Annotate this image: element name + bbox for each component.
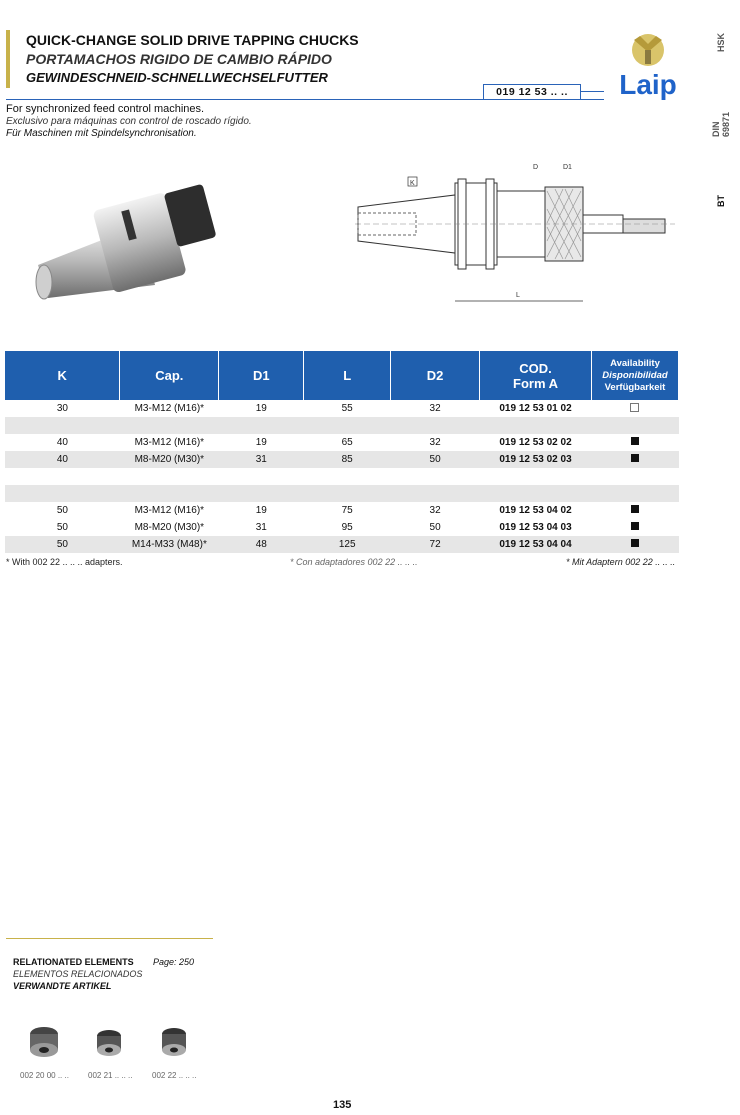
svg-text:D1: D1 (563, 164, 572, 171)
side-tab-din: DIN 69871 (711, 111, 731, 137)
availability-filled-icon (631, 539, 639, 547)
product-code-box: 019 12 53 .. .. (483, 84, 581, 100)
svg-text:L: L (516, 292, 520, 299)
table-row: 40 M3-M12 (M16)* 19 65 32 019 12 53 02 02 (5, 434, 679, 451)
related-item-image-1[interactable] (24, 1022, 64, 1062)
title-es: PORTAMACHOS RIGIDO DE CAMBIO RÁPIDO (26, 51, 332, 67)
svg-text:Laip: Laip (619, 69, 677, 100)
header-d1: D1 (219, 351, 304, 400)
header-availability: Availability Disponibilidad Verfügbarkeit (591, 351, 678, 400)
table-spacer-row (5, 485, 679, 502)
related-item-code: 002 20 00 .. .. (20, 1071, 69, 1080)
specifications-table (5, 351, 679, 553)
table-row: 50 M8-M20 (M30)* 31 95 50 019 12 53 04 03 (5, 519, 679, 536)
header-rule (6, 99, 604, 100)
table-row: 40 M8-M20 (M30)* 31 85 50 019 12 53 02 03 (5, 451, 679, 468)
title-en: QUICK-CHANGE SOLID DRIVE TAPPING CHUCKS (26, 32, 359, 48)
related-rule (6, 938, 213, 939)
laip-logo (612, 28, 684, 104)
footnote-en: * With 002 22 .. .. .. adapters. (6, 557, 123, 567)
header-d2: D2 (391, 351, 480, 400)
footnote-de: * Mit Adaptern 002 22 .. .. .. (566, 557, 676, 567)
technical-drawing (350, 155, 680, 305)
title-de: GEWINDESCHNEID-SCHNELLWECHSELFUTTER (26, 70, 328, 85)
description-en: For synchronized feed control machines. (6, 103, 205, 115)
header-k: K (5, 351, 120, 400)
related-item-code: 002 22 .. .. .. (152, 1071, 197, 1080)
availability-filled-icon (631, 505, 639, 513)
table-row: 50 M14-M33 (M48)* 48 125 72 019 12 53 04 04 (5, 536, 679, 553)
availability-filled-icon (631, 522, 639, 530)
availability-filled-icon (631, 454, 639, 462)
side-tab-hsk: HSK (716, 32, 726, 52)
description-es: Exclusivo para máquinas con control de roscado rígido. (6, 116, 252, 127)
description-de: Für Maschinen mit Spindelsynchronisation. (6, 128, 197, 139)
page-number: 135 (333, 1099, 352, 1111)
related-item-code: 002 21 .. .. .. (88, 1071, 133, 1080)
header-l: L (304, 351, 391, 400)
table-spacer-row (5, 468, 679, 485)
availability-empty-icon (630, 403, 639, 412)
svg-text:K: K (410, 180, 415, 187)
related-item-image-3[interactable] (156, 1024, 192, 1062)
side-tab-bt: BT (716, 195, 726, 207)
footnote-es: * Con adaptadores 002 22 .. .. .. (290, 557, 418, 567)
header-cap: Cap. (120, 351, 219, 400)
related-title-en: RELATIONATED ELEMENTS (13, 957, 134, 967)
code-connector-line (580, 91, 604, 92)
header-cod: COD. Form A (480, 351, 592, 400)
product-photo (30, 170, 220, 315)
table-row: 50 M3-M12 (M16)* 19 75 32 019 12 53 04 02 (5, 502, 679, 519)
svg-text:D: D (533, 164, 539, 171)
table-row: 30 M3-M12 (M16)* 19 55 32 019 12 53 01 02 (5, 400, 679, 417)
title-accent-bar (6, 30, 10, 88)
related-title-de: VERWANDTE ARTIKEL (13, 981, 112, 991)
table-header-row (5, 351, 679, 400)
related-item-image-2[interactable] (91, 1026, 127, 1062)
availability-filled-icon (631, 437, 639, 445)
related-page-link[interactable]: Page: 250 (153, 957, 195, 967)
related-title-es: ELEMENTOS RELACIONADOS (13, 969, 143, 979)
table-spacer-row (5, 417, 679, 434)
